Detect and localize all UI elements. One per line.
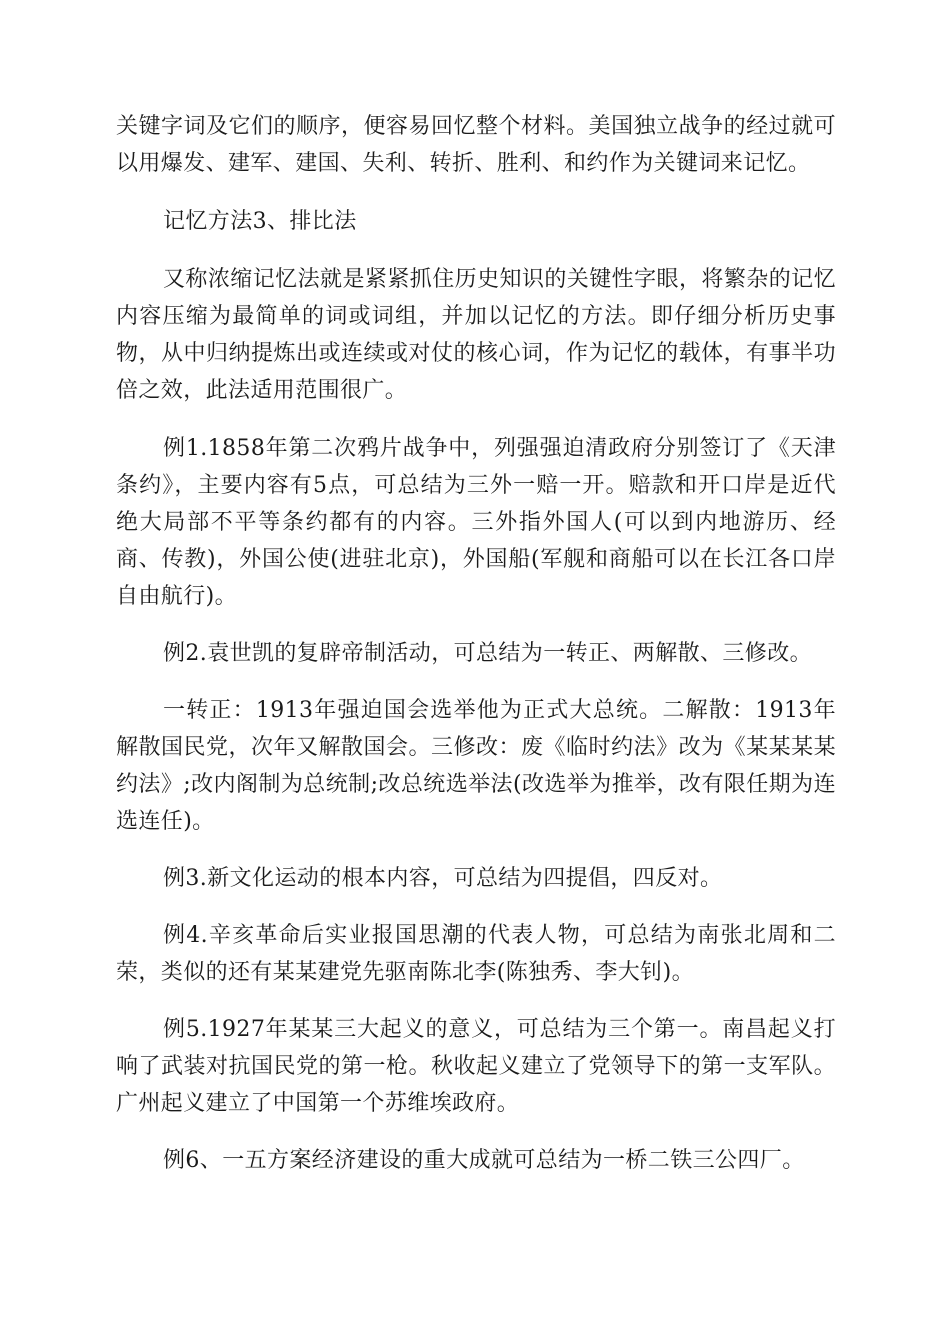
document-body: [116, 108, 836, 1179]
paragraph-continuation: 关键字词及它们的顺序，便容易回忆整个材料。美国独立战争的经过就可以用爆发、建军、建国、失利、转折、胜利、和约作为关键词来记忆。: [116, 114, 836, 176]
paragraph-example-2-detail: 一转正：1913年强迫国会选举他为正式大总统。二解散：1913年解散国民党，次年又解散国会。三修改：废《临时约法》改为《某某某某约法》;改内阁制为总统制;改总统选举法(改选举为推举，改有限任期为连选连任)。: [116, 698, 836, 834]
paragraph-example-5: 例5.1927年某某三大起义的意义，可总结为三个第一。南昌起义打响了武装对抗国民党的第一枪。秋收起义建立了党领导下的第一支军队。广州起义建立了中国第一个苏维埃政府。: [116, 1017, 836, 1116]
paragraph-example-2: 例2.袁世凯的复辟帝制活动，可总结为一转正、两解散、三修改。: [163, 641, 812, 666]
paragraph-method-description: 又称浓缩记忆法就是紧紧抓住历史知识的关键性字眼，将繁杂的记忆内容压缩为最简单的词或词组，并加以记忆的方法。即仔细分析历史事物，从中归纳提炼出或连续或对仗的核心词，作为记忆的载体，有事半功倍之效，此法适用范围很广。: [116, 267, 836, 403]
paragraph-example-1: 例1.1858年第二次鸦片战争中，列强强迫清政府分别签订了《天津条约》，主要内容有5点，可总结为三外一赔一开。赔款和开口岸是近代绝大局部不平等条约都有的内容。三外指外国人(可以到内地游历、经商、传教)，外国公使(进驻北京)，外国船(军舰和商船可以在长江各口岸自由航行)。: [116, 436, 836, 609]
paragraph-example-3: 例3.新文化运动的根本内容，可总结为四提倡，四反对。: [163, 866, 723, 891]
paragraph-example-4: 例4.辛亥革命后实业报国思潮的代表人物，可总结为南张北周和二荣，类似的还有某某建党先驱南陈北李(陈独秀、李大钊)。: [116, 923, 836, 985]
section-heading: 记忆方法3、排比法: [163, 209, 357, 234]
paragraph-example-6: 例6、一五方案经济建设的重大成就可总结为一桥二铁三公四厂。: [163, 1148, 805, 1173]
